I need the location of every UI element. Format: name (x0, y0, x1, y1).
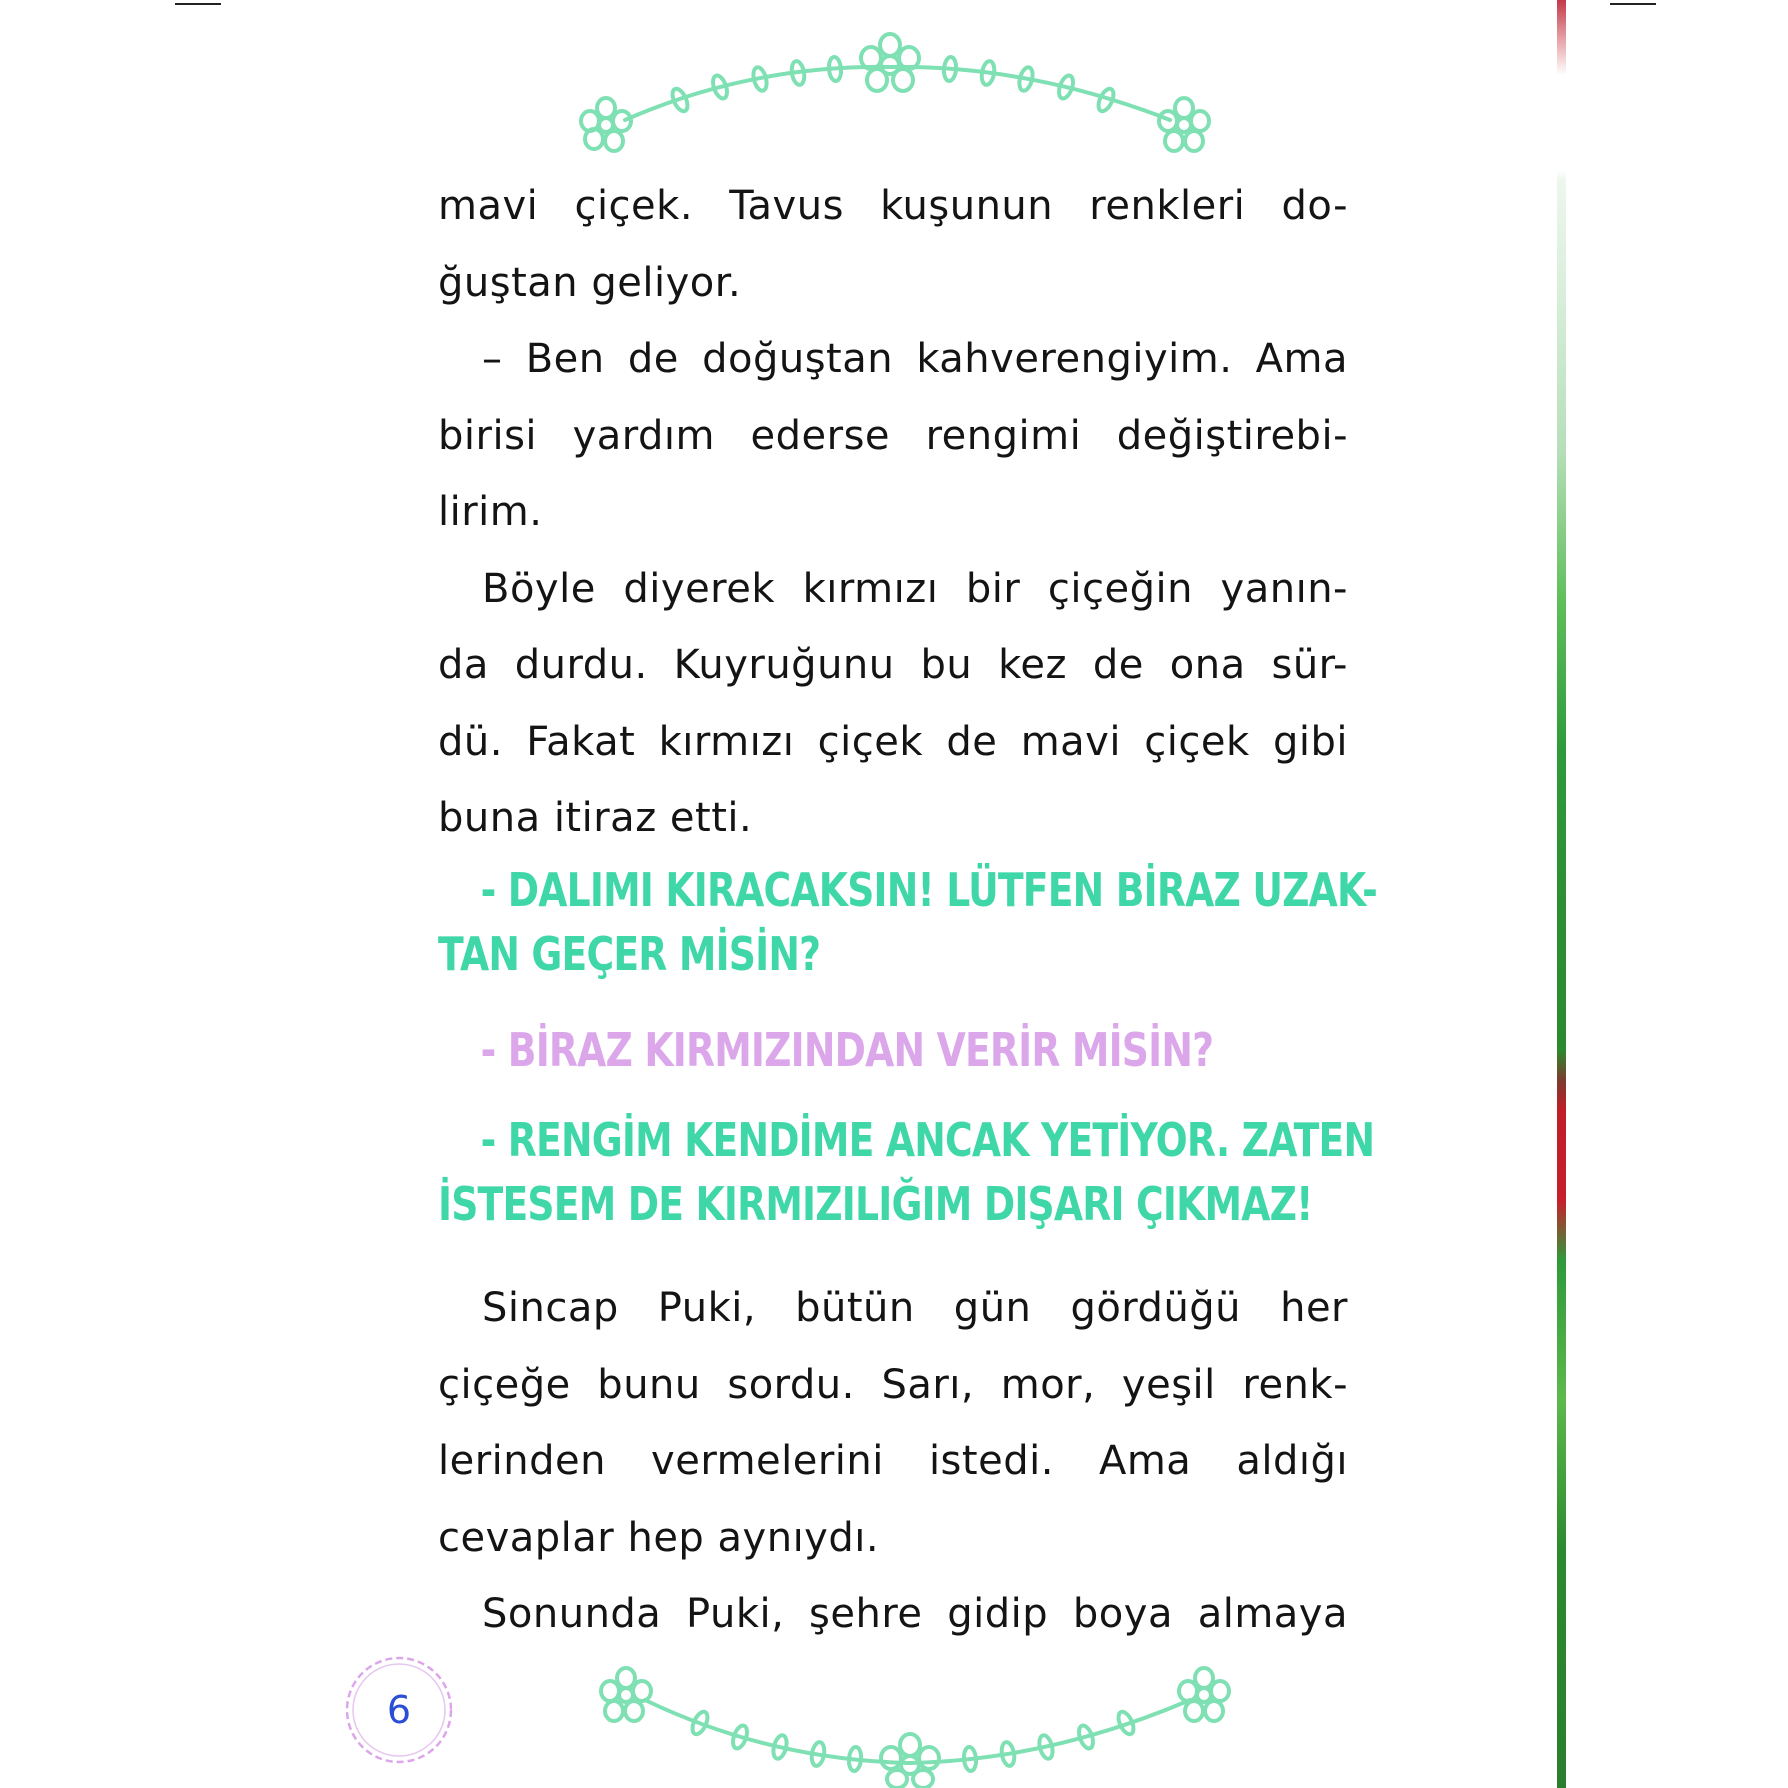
text-line: cevaplar hep aynıydı. (438, 1514, 880, 1561)
text-line: lerinden vermelerini istedi. Ama aldığı (438, 1438, 1348, 1484)
text-line: dü. Fakat kırmızı çiçek de mavi çiçek gibi (438, 718, 1348, 765)
text-line: ğuştan geliyor. (438, 259, 742, 306)
text-line: mavi çiçek. Tavus kuşunun renkleri do- (438, 183, 1348, 229)
flower-dialogue-1 (438, 858, 1378, 986)
text-line: Sincap Puki, bütün gün gördüğü her (482, 1285, 1348, 1331)
top-center-flower-icon (861, 34, 919, 91)
dialogue-line: - RENGİM KENDİME ANCAK YETİYOR. ZATEN (480, 1113, 1375, 1167)
dialogue-line: İSTESEM DE KIRMIZILIĞIM DIŞARI ÇIKMAZ! (438, 1177, 1313, 1231)
text-line: lirim. (438, 489, 543, 535)
dialogue-line: - BİRAZ KIRMIZINDAN VERİR MİSİN? (480, 1023, 1214, 1077)
dialogue-line: TAN GEÇER MİSİN? (438, 927, 821, 981)
text-line: – Ben de doğuştan kahverengiyim. Ama (482, 336, 1348, 382)
page-number: 6 (386, 1688, 412, 1732)
text-line: birisi yardım ederse rengimi değiştirebi- (438, 412, 1348, 459)
top-right-flower-icon (1159, 98, 1209, 151)
top-flower-vine-ornament (570, 25, 1220, 160)
text-line: buna itiraz etti. (438, 795, 753, 841)
next-page-edge-strip (1557, 0, 1566, 1788)
text-line: Sonunda Puki, şehre gidip boya almaya (482, 1591, 1348, 1637)
story-paragraphs-bottom (438, 1270, 1348, 1653)
flower-dialogue-2 (438, 1108, 1375, 1236)
crop-mark-right (1610, 3, 1656, 5)
puki-dialogue (438, 1018, 1214, 1082)
text-line: Böyle diyerek kırmızı bir çiçeğin yanın- (482, 565, 1348, 612)
bottom-flower-vine-ornament (590, 1665, 1240, 1788)
top-left-flower-icon (581, 98, 631, 151)
text-line: da durdu. Kuyruğunu bu kez de ona sür- (438, 642, 1348, 688)
text-line: çiçeğe bunu sordu. Sarı, mor, yeşil renk- (438, 1361, 1348, 1408)
bottom-left-flower-icon (601, 1668, 651, 1721)
story-paragraphs-top (438, 168, 1348, 857)
crop-mark-left (175, 3, 221, 5)
dialogue-line: - DALIMI KIRACAKSIN! LÜTFEN BİRAZ UZAK- (480, 863, 1378, 917)
bottom-right-flower-icon (1179, 1668, 1229, 1721)
